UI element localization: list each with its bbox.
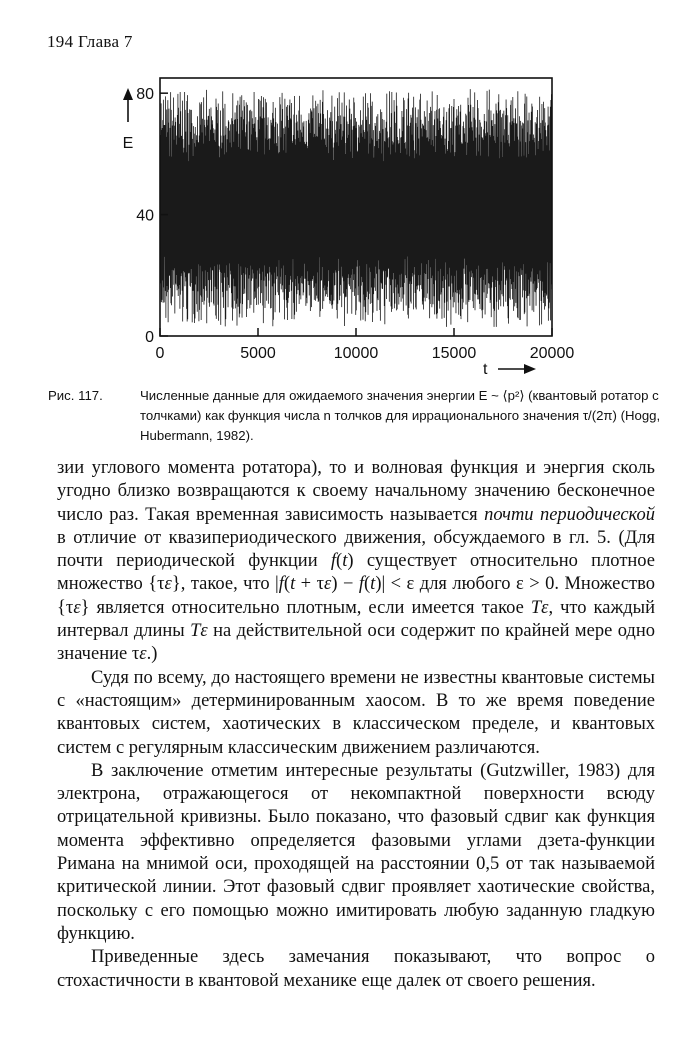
text-run: t [290,574,296,595]
x-tick-label: 10000 [333,345,379,362]
text-run: Приведенные здесь замечания показывают, что вопрос о стохастичности в квантовой механике еще далек от своего решения. [57,947,655,991]
text-run: T [530,597,542,618]
x-axis-arrowhead [524,364,536,374]
text-run: ε [541,597,549,618]
body-paragraph [57,667,655,760]
y-axis-label: E [122,135,134,152]
text-run: T [190,621,201,642]
x-tick-label: 15000 [431,345,477,362]
text-run: ε [324,574,332,595]
y-tick-label: 40 [136,207,154,225]
x-tick-label: 0 [155,345,165,362]
body-text [57,457,655,993]
body-paragraph [57,760,655,946]
text-run: t [342,551,348,572]
text-run: ) существует относительно плотное множество {τ [57,551,655,595]
text-run: } является относительно плотным, если имеется такое [80,597,531,618]
text-run: )| < ε для любого ε > 0. Множество {τ [57,574,655,618]
text-run: ( [364,574,371,595]
x-tick-label: 20000 [529,345,575,362]
text-run: + τ [295,574,325,595]
text-run: ε [164,574,172,595]
text-run: ) − [331,574,359,595]
figure-caption-text: Численные данные для ожидаемого значения энергии E ~ ⟨p²⟩ (квантовый ротатор с толчками) как функция числа n толчков для иррационального значения τ/(2π) (Hogg, Hubermann, 1982). [140,388,661,443]
y-tick-label: 80 [136,86,154,104]
text-run: ( [336,551,343,572]
body-paragraph [57,457,655,667]
text-run: f [278,574,284,595]
text-run: зии углового момента ротатора), то и волновая функция и энергия сколь угодно близко возвращаются к своему начальному значению бесконечное число раз. Такая временная зависимость называется [57,458,655,525]
y-axis-arrowhead [123,88,133,100]
page-header: 194 Глава 7 [47,32,133,51]
x-axis-label: t [483,361,488,378]
text-run: , что каждый интервал длины [57,597,655,642]
figure-117-chart [100,70,590,390]
text-run: ε [200,621,208,642]
text-run: ε [139,644,147,665]
text-run: f [330,551,337,572]
text-run: В заключение отметим интересные результаты (Gutzwiller, 1983) для электрона, отражающегося от некомпактной поверхности всюду отрицательной кривизны. Было показано, что фазовый сдвиг как функция момента эффективно определяется фазовыми углами дзета-функции Римана на мнимой оси, проходящей на расстоянии 0,5 от так называемой критической линии. Этот фазовый сдвиг проявляет хаотические свойства, поскольку с его помощью можно имитировать любую заданную гладкую функцию. [57,760,655,944]
text-run: t [370,574,376,595]
text-run: на действительной оси содержит по крайней мере одно значение τ [57,621,655,665]
series-line [160,89,552,327]
x-tick-label: 5000 [240,345,276,362]
text-run: почти периодической [484,504,655,525]
text-run: }, такое, что | [171,574,279,595]
text-run: f [358,574,364,595]
y-tick-label: 0 [145,329,154,346]
text-run: ε [73,597,81,618]
text-run: в отличие от квазипериодического движения, обсуждаемого в гл. 5. (Для почти периодической функции [57,527,655,572]
text-run: ( [283,574,291,595]
body-paragraph [57,946,655,993]
text-run: .) [146,644,158,665]
figure-caption-label: Рис. 117. [48,388,103,403]
text-run: Судя по всему, до настоящего времени не известны квантовые системы с «настоящим» детерминированным хаосом. В то же время поведение квантовых систем, хаотических в классическом пределе, и квантовых систем с регулярным классическим движением различаются. [57,667,655,758]
